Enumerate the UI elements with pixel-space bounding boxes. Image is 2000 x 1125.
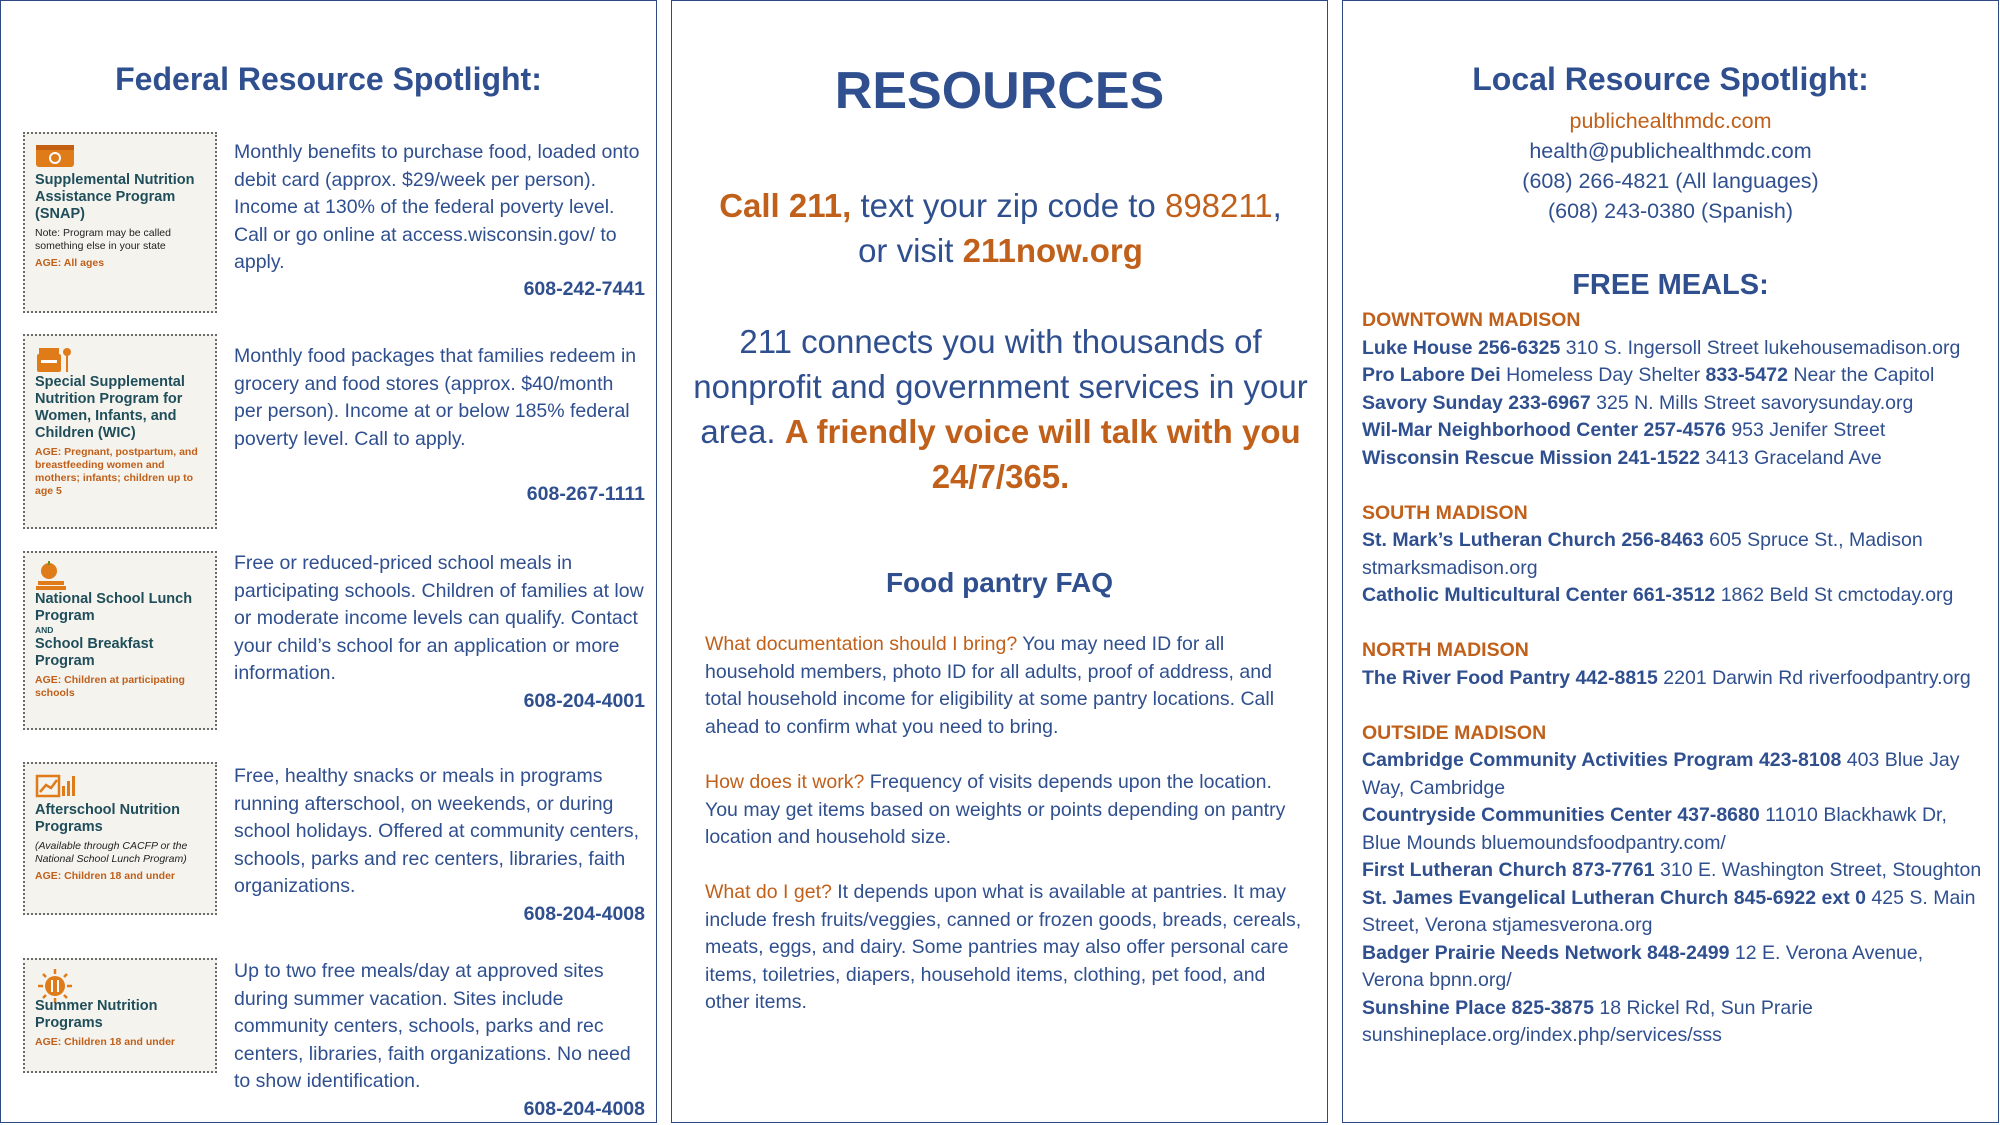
211-website-link[interactable]: 211now.org — [962, 232, 1143, 269]
school-meals-card — [23, 551, 217, 730]
afterschool-card — [23, 762, 217, 915]
federal-title: Federal Resource Spotlight: — [115, 61, 542, 97]
program-description: Free or reduced-priced school meals in participating schools. Children of families at low or moderate income levels can qualify. Contact your child’s school for an application or more information. — [234, 552, 644, 684]
list-item: Savory Sunday 233-6967 325 N. Mills Street savorysunday.org — [1362, 391, 1914, 414]
call-211: Call 211, — [719, 187, 852, 224]
program-and: AND — [35, 625, 54, 635]
friendly-voice-text: A friendly voice will talk with you 24/7/365. — [784, 413, 1301, 495]
program-phone: 608-267-1111 — [526, 483, 645, 505]
apple-card-icon — [35, 142, 205, 172]
faq-question: How does it work? — [705, 771, 865, 793]
list-item: Luke House 256-6325 310 S. Ingersoll Street lukehousemadison.org — [1362, 336, 1961, 359]
faq-question: What do I get? — [705, 881, 832, 903]
faq-answer: It depends upon what is available at pantries. It may include fresh fruits/veggies, canned or frozen goods, breads, cereals, meats, eggs, and dairy. Some pantries may also offer personal care items, toiletries, diapers, household items, clothing, pet food, and other items. — [705, 881, 1302, 1013]
list-item: Catholic Multicultural Center 661-3512 1862 Beld St cmctoday.org — [1362, 584, 1954, 606]
phone-all-languages: (608) 266-4821 (All languages) — [1522, 169, 1819, 193]
apple-books-icon — [35, 561, 205, 591]
connects-block — [692, 319, 1309, 499]
faq-answer: You may need ID for all household members, photo ID for all adults, proof of address, and total household income for eligibility at some pantry locations. Call ahead to confirm what you need to bring. — [705, 633, 1275, 738]
region-heading: NORTH MADISON — [1362, 639, 1529, 661]
program-age: AGE: Children 18 and under — [35, 1036, 176, 1048]
resources-title: RESOURCES — [834, 62, 1165, 120]
text-zip: text your zip code to — [851, 187, 1165, 224]
region-heading: OUTSIDE MADISON — [1362, 721, 1547, 744]
snap-card — [23, 132, 217, 313]
call-211-block: Call 211, text your zip code to 898211, or visit 211now.org — [719, 187, 1282, 269]
program-name: Afterschool Nutrition Programs — [35, 802, 180, 835]
faq-title: Food pantry FAQ — [885, 567, 1114, 598]
program-phone: 608-204-4001 — [523, 690, 645, 712]
program-description: Monthly food packages that families redeem in grocery and food stores (approx. $40/month per person). Income at or below 185% federal poverty level. Call to apply. — [234, 345, 637, 450]
program-age: AGE: Children 18 and under — [35, 870, 176, 882]
program-description: Free, healthy snacks or meals in programs running afterschool, on weekends, or during school holidays. Offered at community centers, schools, parks and rec centers, libraries, faith organizations. — [234, 765, 639, 897]
list-item: Cambridge Community Activities Program 423-8108 403 Blue Jay Way, Cambridge — [1362, 749, 1960, 799]
free-meals-list — [1362, 307, 1990, 1050]
summer-card — [23, 958, 217, 1073]
list-item: The River Food Pantry 442-8815 2201 Darwin Rd riverfoodpantry.org — [1362, 666, 1971, 689]
list-item: Countryside Communities Center 437-8680 11010 Blackhawk Dr, Blue Mounds bluemoundsfoodpantry.com/ — [1362, 804, 1947, 854]
list-item: Sunshine Place 825-3875 18 Rickel Rd, Sun Prarie sunshineplace.org/index.php/services/sss — [1362, 996, 1813, 1046]
program-name: Special Supplemental Nutrition Program for Women, Infants, and Children (WIC) — [35, 374, 185, 441]
local-resource-panel — [1342, 0, 1999, 1123]
program-name-2: School Breakfast Program — [35, 636, 154, 669]
program-name: Summer Nutrition Programs — [35, 998, 158, 1031]
program-note: Note: Program may be called something else in your state — [35, 227, 171, 252]
program-age: AGE: All ages — [35, 257, 105, 269]
program-name: National School Lunch Program — [35, 591, 193, 624]
resources-panel — [671, 0, 1328, 1123]
federal-resource-panel — [0, 0, 657, 1123]
email-link[interactable]: health@publichealthmdc.com — [1529, 139, 1812, 163]
baby-food-icon — [35, 344, 205, 374]
program-name: Supplemental Nutrition Assistance Program (SNAP) — [35, 172, 195, 222]
program-age: AGE: Pregnant, postpartum, and breastfeeding women and mothers; infants; children up to age 5 — [35, 446, 198, 497]
program-note: (Available through CACFP or the National School Lunch Program) — [35, 840, 188, 865]
list-item: Pro Labore Dei Homeless Day Shelter 833-5472 Near the Capitol — [1362, 364, 1935, 386]
or-visit: or visit — [858, 232, 963, 269]
faq-question: What documentation should I bring? — [705, 633, 1018, 655]
text-number: 898211 — [1164, 187, 1273, 224]
phone-spanish: (608) 243-0380 (Spanish) — [1547, 199, 1793, 223]
connects-text: 211 connects you with thousands of nonprofit and government services in your area. — [693, 323, 1308, 450]
contact-block — [1343, 106, 1998, 226]
faq-item — [705, 631, 1305, 741]
wic-card — [23, 334, 217, 529]
faq-item — [705, 769, 1305, 852]
region-heading: DOWNTOWN MADISON — [1362, 309, 1581, 331]
region-heading: SOUTH MADISON — [1362, 501, 1528, 524]
program-description: Monthly benefits to purchase food, loaded onto debit card (approx. $29/week per person). Income at 130% of the federal poverty level. Call or go online at access.wisconsin.gov/ to apply. — [234, 141, 640, 273]
program-phone: 608-204-4008 — [523, 1098, 645, 1120]
program-age: AGE: Children at participating schools — [35, 674, 185, 699]
free-meals-title: FREE MEALS: — [1572, 269, 1769, 301]
faq-answer: Frequency of visits depends upon the location. You may get items based on weights or points depending on pantry location and household size. — [705, 771, 1286, 848]
faq-item — [705, 879, 1305, 1017]
list-item: Wil-Mar Neighborhood Center 257-4576 953 Jenifer Street — [1362, 419, 1886, 441]
list-item: St. James Evangelical Lutheran Church 845-6922 ext 0 425 S. Main Street, Verona stjamesverona.org — [1362, 886, 1976, 936]
website-link[interactable]: publichealthmdc.com — [1569, 109, 1772, 133]
local-title: Local Resource Spotlight: — [1472, 61, 1869, 97]
sun-utensils-icon — [35, 968, 205, 998]
program-phone: 608-204-4008 — [523, 903, 645, 925]
list-item: Badger Prairie Needs Network 848-2499 12 E. Verona Avenue, Verona bpnn.org/ — [1362, 941, 1924, 991]
list-item: First Lutheran Church 873-7761 310 E. Washington Street, Stoughton — [1362, 859, 1982, 881]
list-item: St. Mark’s Lutheran Church 256-8463 605 Spruce St., Madison stmarksmadison.org — [1362, 529, 1923, 579]
growth-chart-icon — [35, 772, 205, 802]
program-description: Up to two free meals/day at approved sites during summer vacation. Sites include community centers, schools, parks and rec centers, libraries, faith organizations. No need to show identification. — [234, 960, 631, 1092]
program-phone: 608-242-7441 — [523, 278, 645, 300]
list-item: Wisconsin Rescue Mission 241-1522 3413 Graceland Ave — [1362, 446, 1882, 469]
